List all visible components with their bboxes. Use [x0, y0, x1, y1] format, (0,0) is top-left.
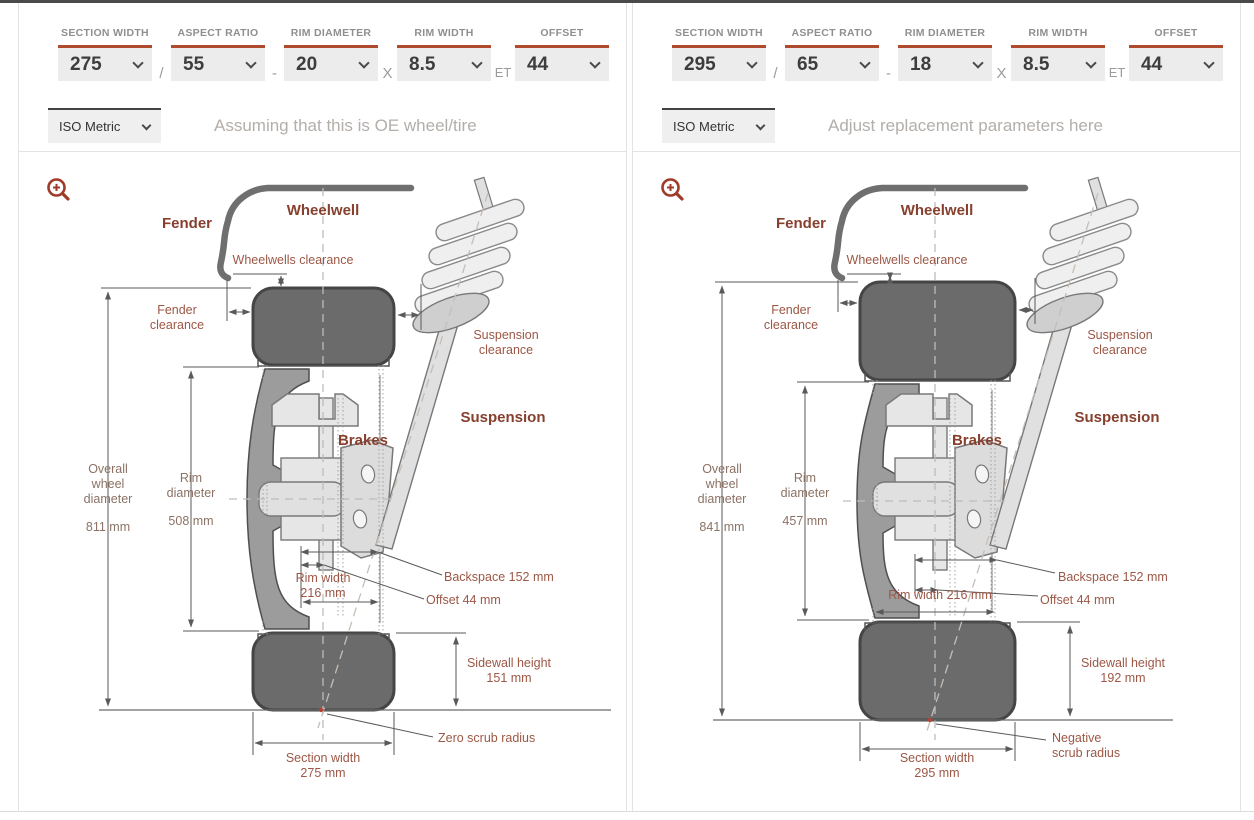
replacement-parameter-form: [633, 3, 1240, 152]
aspect-ratio-select[interactable]: [785, 48, 879, 81]
rim-width-field: [1011, 27, 1105, 81]
aspect-ratio-field: [785, 27, 879, 81]
backspace-label: Backspace 152 mm: [444, 570, 554, 584]
unit-system-row: [48, 108, 477, 143]
separator: /: [159, 65, 164, 82]
rim-diameter-select[interactable]: [284, 48, 378, 81]
separator: X: [382, 65, 393, 82]
field-label: OFFSET: [540, 27, 584, 39]
replacement-panel: [632, 3, 1241, 811]
tire-size-selectors: [19, 3, 626, 82]
wheelwells-clearance-label: Wheelwells clearance: [232, 253, 354, 267]
section-width-field: [672, 27, 766, 81]
suspension-label: Suspension: [460, 409, 546, 426]
field-label: SECTION WIDTH: [61, 27, 149, 39]
offset-field: [1129, 27, 1223, 81]
fender-label: Fender: [161, 215, 213, 232]
section-width-label: Section width 275 mm: [285, 751, 361, 780]
overall-wheel-diameter-label: Overall wheel diameter 811 mm: [83, 462, 133, 534]
unit-system-select[interactable]: [48, 108, 161, 143]
field-label: RIM WIDTH: [414, 27, 474, 39]
select-value: 8.5: [409, 53, 436, 75]
section-width-select[interactable]: [58, 48, 152, 81]
field-label: RIM WIDTH: [1028, 27, 1088, 39]
select-value: 55: [183, 53, 205, 75]
rim-width-field: [397, 27, 491, 81]
field-label: OFFSET: [1154, 27, 1198, 39]
separator: ET: [1108, 65, 1126, 80]
aspect-ratio-field: [171, 27, 265, 81]
field-label: ASPECT RATIO: [791, 27, 873, 39]
chevron-down-icon: [471, 57, 482, 68]
replacement-diagram-card: [633, 152, 1240, 811]
unit-system-value: ISO Metric: [673, 119, 735, 134]
select-value: 44: [1141, 53, 1163, 75]
fender-clearance-label: Fender clearance: [149, 303, 205, 332]
sidewall-height-label: Sidewall height 192 mm: [1080, 656, 1166, 685]
wheelwell-label: Wheelwell: [286, 202, 360, 219]
wheelwell-label: Wheelwell: [900, 202, 974, 219]
wheelwells-clearance-label: Wheelwells clearance: [846, 253, 968, 267]
rim-diameter-field: [284, 27, 378, 81]
zoom-in-icon[interactable]: [45, 176, 73, 204]
chevron-down-icon: [972, 57, 983, 68]
sidewall-height-label: Sidewall height 151 mm: [466, 656, 552, 685]
separator: /: [773, 65, 778, 82]
tire-size-selectors: [633, 3, 1240, 82]
select-value: 20: [296, 53, 318, 75]
unit-system-value: ISO Metric: [59, 119, 121, 134]
chevron-down-icon: [756, 120, 766, 130]
fender-label: Fender: [775, 215, 827, 232]
field-label: RIM DIAMETER: [290, 27, 372, 39]
wheel-diagram: [19, 152, 626, 811]
chevron-down-icon: [358, 57, 369, 68]
rim-diameter-field: [898, 27, 992, 81]
page-bottom-rule: [0, 811, 1254, 812]
panel-hint: Assuming that this is OE wheel/tire: [214, 115, 477, 135]
rim-width-label: Rim width 216 mm: [888, 588, 992, 602]
section-width-select[interactable]: [672, 48, 766, 81]
offset-label: Offset 44 mm: [1040, 593, 1115, 607]
field-label: RIM DIAMETER: [904, 27, 986, 39]
backspace-label: Backspace 152 mm: [1058, 570, 1168, 584]
rim-width-select[interactable]: [1011, 48, 1105, 81]
oe-parameter-form: [19, 3, 626, 152]
chevron-down-icon: [1085, 57, 1096, 68]
oe-diagram-card: [19, 152, 626, 811]
chevron-down-icon: [746, 57, 757, 68]
fender-clearance-label: Fender clearance: [763, 303, 819, 332]
scrub-radius-label: Negative scrub radius: [1052, 731, 1121, 760]
offset-field: [515, 27, 609, 81]
oe-panel: [18, 3, 627, 811]
panel-hint: Adjust replacement parameters here: [828, 115, 1103, 135]
scrub-radius-label: Zero scrub radius: [438, 731, 536, 745]
rim-diameter-label: Rim diameter 508 mm: [166, 471, 216, 528]
unit-system-select[interactable]: [662, 108, 775, 143]
rim-diameter-select[interactable]: [898, 48, 992, 81]
comparison-panels: [18, 3, 1241, 811]
separator: -: [886, 65, 891, 82]
offset-select[interactable]: [515, 48, 609, 81]
suspension-clearance-label: Suspension clearance: [473, 328, 539, 357]
section-width-field: [58, 27, 152, 81]
separator: X: [996, 65, 1007, 82]
separator: ET: [494, 65, 512, 80]
section-width-label: Section width 295 mm: [899, 751, 975, 780]
field-label: SECTION WIDTH: [675, 27, 763, 39]
field-label: ASPECT RATIO: [177, 27, 259, 39]
chevron-down-icon: [132, 57, 143, 68]
aspect-ratio-select[interactable]: [171, 48, 265, 81]
rim-diameter-label: Rim diameter 457 mm: [780, 471, 830, 528]
overall-wheel-diameter-label: Overall wheel diameter 841 mm: [697, 462, 747, 534]
unit-system-row: [662, 108, 1103, 143]
wheel-diagram: [633, 152, 1240, 811]
zoom-in-icon[interactable]: [659, 176, 687, 204]
select-value: 8.5: [1023, 53, 1050, 75]
chevron-down-icon: [589, 57, 600, 68]
brakes-label: Brakes: [337, 432, 389, 449]
select-value: 295: [684, 53, 716, 75]
offset-label: Offset 44 mm: [426, 593, 501, 607]
rim-width-select[interactable]: [397, 48, 491, 81]
chevron-down-icon: [1203, 57, 1214, 68]
suspension-clearance-label: Suspension clearance: [1087, 328, 1153, 357]
chevron-down-icon: [859, 57, 870, 68]
brakes-label: Brakes: [951, 432, 1003, 449]
chevron-down-icon: [142, 120, 152, 130]
rim-width-label: Rim width 216 mm: [295, 571, 351, 600]
separator: -: [272, 65, 277, 82]
offset-select[interactable]: [1129, 48, 1223, 81]
suspension-label: Suspension: [1074, 409, 1160, 426]
select-value: 65: [797, 53, 819, 75]
chevron-down-icon: [245, 57, 256, 68]
select-value: 275: [70, 53, 102, 75]
select-value: 18: [910, 53, 932, 75]
select-value: 44: [527, 53, 549, 75]
